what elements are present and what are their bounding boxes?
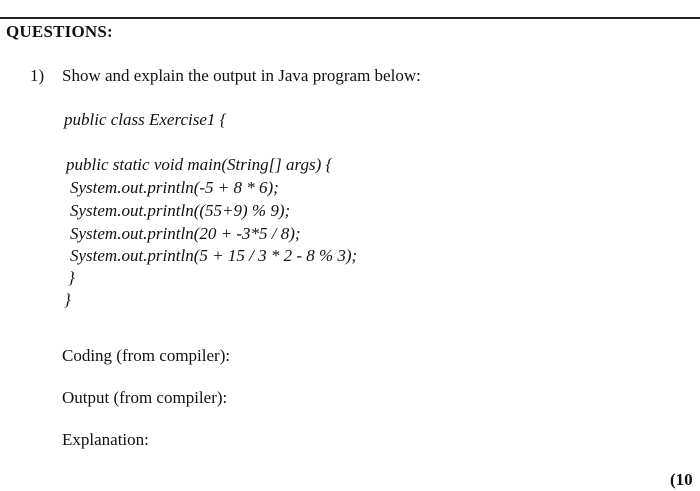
question-text: Show and explain the output in Java program below: xyxy=(62,66,421,85)
section-heading: QUESTIONS: xyxy=(6,22,113,41)
code-line-2: System.out.println((55+9) % 9); xyxy=(70,201,291,220)
code-line-4: System.out.println(5 + 15 / 3 * 2 - 8 % 3); xyxy=(70,246,358,265)
code-close-method: } xyxy=(68,268,75,287)
code-line-3: System.out.println(20 + -3*5 / 8); xyxy=(70,224,301,243)
code-line-1: System.out.println(-5 + 8 * 6); xyxy=(70,178,279,197)
code-class-declaration: public class Exercise1 { xyxy=(64,110,227,129)
explanation-label: Explanation: xyxy=(62,430,149,449)
coding-label: Coding (from compiler): xyxy=(62,346,231,365)
output-label: Output (from compiler): xyxy=(62,388,228,407)
code-close-class: } xyxy=(64,290,71,309)
question-number: 1) xyxy=(30,66,45,85)
marks-indicator: (10 xyxy=(670,470,693,489)
top-divider xyxy=(0,17,700,19)
code-main-method: public static void main(String[] args) { xyxy=(66,155,333,174)
